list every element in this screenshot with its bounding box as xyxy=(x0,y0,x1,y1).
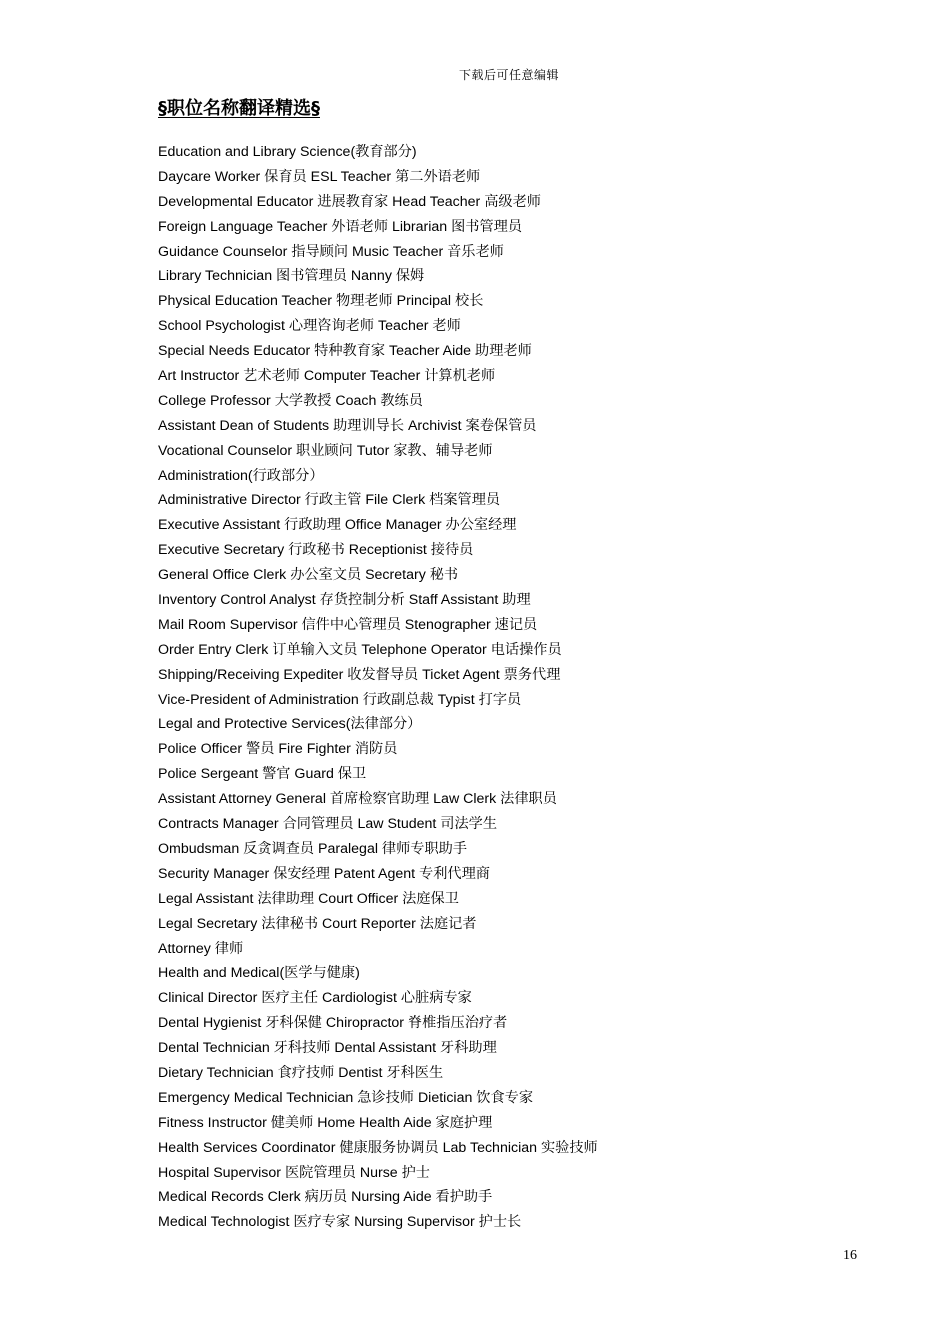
list-item: Assistant Attorney General 首席检察官助理 Law Clerk 法律职员 xyxy=(158,791,557,808)
list-item: Dental Technician 牙科技师 Dental Assistant 牙科助理 xyxy=(158,1040,497,1057)
list-item: Hospital Supervisor 医院管理员 Nurse 护士 xyxy=(158,1164,430,1181)
list-item: Daycare Worker 保育员 ESL Teacher 第二外语老师 xyxy=(158,168,481,185)
list-item: Vocational Counselor 职业顾问 Tutor 家教、辅导老师 xyxy=(158,442,493,459)
list-item: Physical Education Teacher 物理老师 Principal 校长 xyxy=(158,293,484,310)
job-title-list xyxy=(158,142,598,1237)
list-item: Security Manager 保安经理 Patent Agent 专利代理商 xyxy=(158,865,490,882)
list-item: Health Services Coordinator 健康服务协调员 Lab Technician 实验技师 xyxy=(158,1139,598,1156)
list-item: Medical Records Clerk 病历员 Nursing Aide 看护助手 xyxy=(158,1189,493,1206)
list-item: Mail Room Supervisor 信件中心管理员 Stenographer 速记员 xyxy=(158,616,538,633)
list-item: Education and Library Science(教育部分) xyxy=(158,144,417,160)
section-heading: Legal and Protective Services(法律部分） xyxy=(158,716,422,733)
list-item: Fitness Instructor 健美师 Home Health Aide 家庭护理 xyxy=(158,1114,493,1131)
list-item: Shipping/Receiving Expediter 收发督导员 Ticket Agent 票务代理 xyxy=(158,666,561,683)
list-item: Special Needs Educator 特种教育家 Teacher Aide 助理老师 xyxy=(158,343,532,360)
list-item: Police Sergeant 警官 Guard 保卫 xyxy=(158,766,367,783)
list-item: Clinical Director 医疗主任 Cardiologist 心脏病专家 xyxy=(158,990,472,1007)
section-heading: Administration(行政部分） xyxy=(158,467,324,484)
list-item: Attorney 律师 xyxy=(158,940,244,957)
list-item: Art Instructor 艺术老师 Computer Teacher 计算机老师 xyxy=(158,368,496,385)
list-item: Library Technician 图书管理员 Nanny 保姆 xyxy=(158,268,425,285)
list-item: Assistant Dean of Students 助理训导长 Archivist 案卷保管员 xyxy=(158,417,537,434)
list-item: Inventory Control Analyst 存货控制分析 Staff Assistant 助理 xyxy=(158,592,531,609)
section-heading: Health and Medical(医学与健康) xyxy=(158,965,360,982)
list-item: Developmental Educator 进展教育家 Head Teacher 高级老师 xyxy=(158,193,541,210)
list-item: General Office Clerk 办公室文员 Secretary 秘书 xyxy=(158,567,459,584)
list-item: Dental Hygienist 牙科保健 Chiropractor 脊椎指压治疗者 xyxy=(158,1015,508,1032)
list-item: Vice-President of Administration 行政副总裁 Typist 打字员 xyxy=(158,691,522,708)
list-item: Police Officer 警员 Fire Fighter 消防员 xyxy=(158,741,398,758)
list-item: Dietary Technician 食疗技师 Dentist 牙科医生 xyxy=(158,1064,444,1081)
list-item: College Professor 大学教授 Coach 教练员 xyxy=(158,392,423,409)
list-item: Administrative Director 行政主管 File Clerk 档案管理员 xyxy=(158,492,501,509)
list-item: School Psychologist 心理咨询老师 Teacher 老师 xyxy=(158,318,461,335)
list-item: Legal Assistant 法律助理 Court Officer 法庭保卫 xyxy=(158,890,459,907)
list-item: Foreign Language Teacher 外语老师 Librarian 图书管理员 xyxy=(158,218,523,235)
list-item: Executive Assistant 行政助理 Office Manager 办公室经理 xyxy=(158,517,517,534)
list-item: Legal Secretary 法律秘书 Court Reporter 法庭记者 xyxy=(158,915,477,932)
list-item: Guidance Counselor 指导顾问 Music Teacher 音乐老师 xyxy=(158,243,504,260)
list-item: Executive Secretary 行政秘书 Receptionist 接待员 xyxy=(158,542,474,559)
list-item: Order Entry Clerk 订单输入文员 Telephone Operator 电话操作员 xyxy=(158,641,562,658)
list-item: Medical Technologist 医疗专家 Nursing Supervisor 护士长 xyxy=(158,1214,522,1231)
list-item: Emergency Medical Technician 急诊技师 Dietician 饮食专家 xyxy=(158,1089,534,1106)
list-item: Ombudsman 反贪调查员 Paralegal 律师专职助手 xyxy=(158,840,468,857)
page-number: 16 xyxy=(843,1248,857,1263)
list-item: Contracts Manager 合同管理员 Law Student 司法学生 xyxy=(158,816,498,833)
page-header: 下载后可任意编辑 xyxy=(458,68,559,82)
section-title: §职位名称翻译精选§ xyxy=(158,98,320,119)
